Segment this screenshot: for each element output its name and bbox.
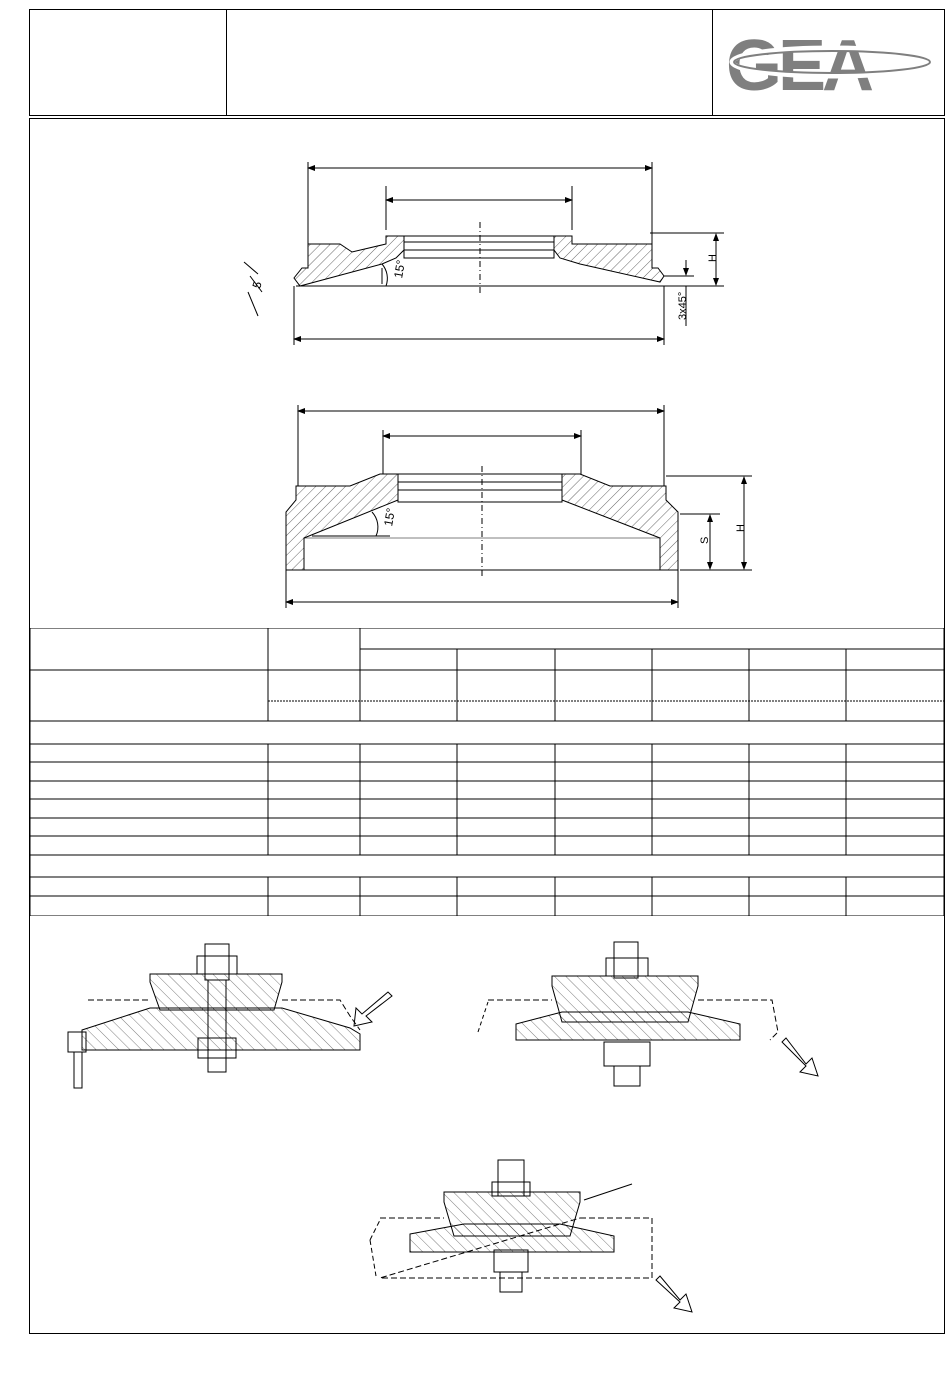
gea-logo-text: GEA [726,26,871,105]
assembly-1 [68,944,392,1088]
drawing-a-angle-label: 15° [391,258,409,280]
assembly-2 [478,942,818,1086]
drawing-a-h-label: H [707,254,719,262]
drawing-b-angle-label: 15° [381,506,399,528]
technical-drawing-top [0,0,950,640]
specification-table [30,628,944,916]
drawing-a-chamfer-label: 3x45° [677,291,689,320]
drawing-a [244,162,724,345]
drawing-b [286,405,752,608]
drawing-b-h-label: H [735,524,747,532]
drawing-a-5-label: 5 [249,279,265,291]
drawing-b-s-label: S [699,536,711,544]
assembly-drawings [0,920,950,1330]
assembly-3 [370,1160,692,1312]
